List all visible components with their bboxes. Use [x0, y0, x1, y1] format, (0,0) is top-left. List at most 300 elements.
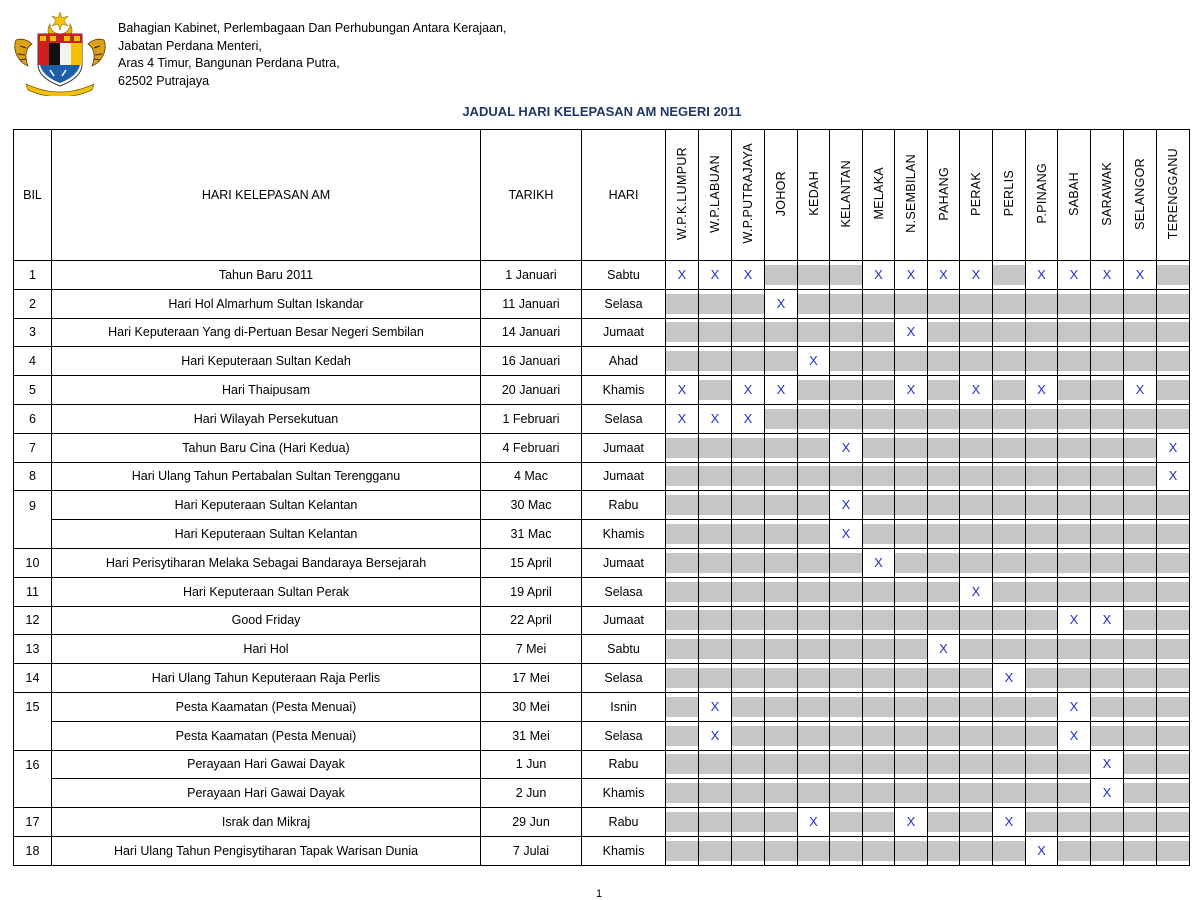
state-holiday-mark — [895, 261, 928, 290]
shaded-cell — [993, 495, 1025, 515]
state-empty-cell — [666, 606, 699, 635]
shaded-cell — [960, 754, 992, 774]
table-header-row — [14, 130, 1190, 261]
state-empty-cell — [699, 548, 732, 577]
shaded-cell — [765, 697, 797, 717]
shaded-cell — [765, 438, 797, 458]
row-number: 14 — [14, 664, 52, 693]
table-row — [14, 462, 1190, 491]
state-empty-cell — [765, 664, 798, 693]
state-empty-cell — [1124, 318, 1157, 347]
shaded-cell — [993, 524, 1025, 544]
state-empty-cell — [1124, 606, 1157, 635]
state-empty-cell — [895, 404, 928, 433]
state-empty-cell — [1124, 721, 1157, 750]
shaded-cell — [699, 668, 731, 688]
state-empty-cell — [699, 577, 732, 606]
shaded-cell — [1124, 322, 1156, 342]
holiday-day: Rabu — [582, 491, 666, 520]
shaded-cell — [732, 841, 764, 861]
state-empty-cell — [732, 836, 765, 865]
table-row — [14, 750, 1190, 779]
state-empty-cell — [1157, 808, 1190, 837]
holiday-mark-x: X — [960, 380, 992, 400]
shaded-cell — [1157, 495, 1189, 515]
shaded-cell — [732, 438, 764, 458]
shaded-cell — [765, 812, 797, 832]
state-empty-cell — [830, 318, 863, 347]
holiday-day: Ahad — [582, 347, 666, 376]
holiday-day: Jumaat — [582, 606, 666, 635]
shaded-cell — [1157, 668, 1189, 688]
state-empty-cell — [666, 750, 699, 779]
state-empty-cell — [993, 606, 1026, 635]
state-empty-cell — [765, 692, 798, 721]
shaded-cell — [960, 726, 992, 746]
state-empty-cell — [928, 779, 960, 808]
state-empty-cell — [1124, 692, 1157, 721]
state-empty-cell — [863, 721, 895, 750]
row-number: 1 — [14, 261, 52, 290]
shaded-cell — [928, 582, 959, 602]
shaded-cell — [895, 466, 927, 486]
state-empty-cell — [960, 721, 993, 750]
holiday-date: 7 Mei — [481, 635, 582, 664]
state-empty-cell — [928, 836, 960, 865]
shaded-cell — [863, 697, 894, 717]
holiday-mark-x: X — [1124, 265, 1156, 285]
holiday-day: Jumaat — [582, 548, 666, 577]
column-header-state — [993, 130, 1026, 261]
state-empty-cell — [830, 404, 863, 433]
state-empty-cell — [863, 520, 895, 549]
shaded-cell — [1026, 812, 1057, 832]
state-empty-cell — [830, 721, 863, 750]
state-empty-cell — [1026, 577, 1058, 606]
state-holiday-mark — [960, 577, 993, 606]
holiday-mark-x: X — [1091, 610, 1123, 630]
state-empty-cell — [1091, 836, 1124, 865]
state-empty-cell — [863, 779, 895, 808]
shaded-cell — [895, 783, 927, 803]
row-number: 7 — [14, 433, 52, 462]
state-empty-cell — [895, 836, 928, 865]
holiday-name: Perayaan Hari Gawai Dayak — [52, 750, 481, 779]
state-label: SARAWAK — [1100, 161, 1114, 226]
state-holiday-mark — [765, 289, 798, 318]
shaded-cell — [928, 524, 959, 544]
state-empty-cell — [960, 462, 993, 491]
table-row — [14, 491, 1190, 520]
holiday-mark-x: X — [1124, 380, 1156, 400]
state-empty-cell — [732, 606, 765, 635]
state-holiday-mark — [765, 376, 798, 405]
shaded-cell — [863, 726, 894, 746]
state-empty-cell — [1124, 548, 1157, 577]
holiday-mark-x: X — [960, 582, 992, 602]
shaded-cell — [993, 639, 1025, 659]
state-holiday-mark — [1026, 261, 1058, 290]
table-row — [14, 721, 1190, 750]
state-empty-cell — [732, 462, 765, 491]
state-holiday-mark — [895, 318, 928, 347]
shaded-cell — [960, 351, 992, 371]
shaded-cell — [798, 466, 829, 486]
state-empty-cell — [765, 404, 798, 433]
column-header-state — [895, 130, 928, 261]
holiday-name: Hari Thaipusam — [52, 376, 481, 405]
holiday-mark-x: X — [895, 322, 927, 342]
state-empty-cell — [798, 577, 830, 606]
state-empty-cell — [699, 664, 732, 693]
holiday-date: 20 Januari — [481, 376, 582, 405]
state-empty-cell — [960, 635, 993, 664]
state-empty-cell — [1026, 635, 1058, 664]
holiday-mark-x: X — [732, 265, 764, 285]
shaded-cell — [1124, 754, 1156, 774]
state-empty-cell — [732, 491, 765, 520]
shaded-cell — [1124, 668, 1156, 688]
holiday-day: Rabu — [582, 808, 666, 837]
holiday-name: Hari Wilayah Persekutuan — [52, 404, 481, 433]
state-label: JOHOR — [774, 170, 788, 217]
state-empty-cell — [928, 376, 960, 405]
state-empty-cell — [1157, 376, 1190, 405]
state-empty-cell — [993, 520, 1026, 549]
shaded-cell — [1026, 582, 1057, 602]
shaded-cell — [863, 438, 894, 458]
state-empty-cell — [732, 577, 765, 606]
table-row — [14, 836, 1190, 865]
state-empty-cell — [1058, 318, 1091, 347]
document-title: JADUAL HARI KELEPASAN AM NEGERI 2011 — [462, 104, 742, 119]
state-empty-cell — [1124, 808, 1157, 837]
state-empty-cell — [863, 692, 895, 721]
state-holiday-mark — [895, 808, 928, 837]
shaded-cell — [830, 265, 862, 285]
state-empty-cell — [830, 261, 863, 290]
state-empty-cell — [960, 289, 993, 318]
shaded-cell — [895, 754, 927, 774]
shaded-cell — [993, 351, 1025, 371]
shaded-cell — [928, 841, 959, 861]
shaded-cell — [830, 668, 862, 688]
state-empty-cell — [765, 491, 798, 520]
shaded-cell — [699, 783, 731, 803]
state-label: SELANGOR — [1133, 157, 1147, 230]
holiday-mark-x: X — [1058, 265, 1090, 285]
shaded-cell — [798, 265, 829, 285]
state-empty-cell — [732, 318, 765, 347]
holiday-mark-x: X — [1026, 841, 1057, 861]
state-empty-cell — [699, 462, 732, 491]
state-empty-cell — [993, 347, 1026, 376]
state-empty-cell — [798, 779, 830, 808]
shaded-cell — [928, 380, 959, 400]
state-empty-cell — [1124, 520, 1157, 549]
state-holiday-mark — [830, 433, 863, 462]
state-empty-cell — [993, 548, 1026, 577]
shaded-cell — [699, 754, 731, 774]
shaded-cell — [960, 438, 992, 458]
shaded-cell — [765, 841, 797, 861]
holiday-day: Jumaat — [582, 318, 666, 347]
state-empty-cell — [960, 548, 993, 577]
address-line: Bahagian Kabinet, Perlembagaan Dan Perhubungan Antara Kerajaan, — [118, 21, 507, 35]
shaded-cell — [863, 668, 894, 688]
shaded-cell — [928, 495, 959, 515]
column-header-state — [765, 130, 798, 261]
state-empty-cell — [895, 462, 928, 491]
state-holiday-mark — [666, 261, 699, 290]
column-header-state — [1124, 130, 1157, 261]
state-empty-cell — [1091, 635, 1124, 664]
holiday-mark-x: X — [732, 409, 764, 429]
state-empty-cell — [1124, 347, 1157, 376]
shaded-cell — [1058, 294, 1090, 314]
shaded-cell — [798, 495, 829, 515]
shaded-cell — [765, 265, 797, 285]
shaded-cell — [732, 610, 764, 630]
holiday-mark-x: X — [895, 812, 927, 832]
shaded-cell — [798, 726, 829, 746]
shaded-cell — [798, 524, 829, 544]
state-empty-cell — [928, 721, 960, 750]
state-empty-cell — [928, 520, 960, 549]
shaded-cell — [960, 409, 992, 429]
state-empty-cell — [1026, 289, 1058, 318]
state-empty-cell — [699, 520, 732, 549]
state-empty-cell — [798, 261, 830, 290]
holiday-date: 30 Mei — [481, 692, 582, 721]
state-empty-cell — [830, 808, 863, 837]
state-empty-cell — [732, 289, 765, 318]
holiday-date: 4 Februari — [481, 433, 582, 462]
shaded-cell — [1026, 322, 1057, 342]
state-empty-cell — [732, 548, 765, 577]
shaded-cell — [765, 322, 797, 342]
state-empty-cell — [699, 376, 732, 405]
row-number: 11 — [14, 577, 52, 606]
state-empty-cell — [1157, 548, 1190, 577]
shaded-cell — [1124, 351, 1156, 371]
shaded-cell — [928, 812, 959, 832]
state-empty-cell — [666, 462, 699, 491]
holiday-day: Jumaat — [582, 462, 666, 491]
shaded-cell — [960, 610, 992, 630]
shaded-cell — [666, 495, 698, 515]
shaded-cell — [895, 553, 927, 573]
shaded-cell — [732, 783, 764, 803]
state-empty-cell — [732, 808, 765, 837]
state-empty-cell — [960, 779, 993, 808]
state-empty-cell — [1157, 404, 1190, 433]
state-empty-cell — [765, 808, 798, 837]
shaded-cell — [699, 553, 731, 573]
row-number — [14, 721, 52, 750]
shaded-cell — [830, 553, 862, 573]
state-empty-cell — [1124, 462, 1157, 491]
state-empty-cell — [1124, 779, 1157, 808]
state-empty-cell — [1058, 462, 1091, 491]
state-holiday-mark — [1026, 376, 1058, 405]
state-empty-cell — [1026, 692, 1058, 721]
column-header-state — [732, 130, 765, 261]
table-row — [14, 433, 1190, 462]
shaded-cell — [895, 639, 927, 659]
state-empty-cell — [1157, 664, 1190, 693]
state-empty-cell — [993, 433, 1026, 462]
state-empty-cell — [1157, 520, 1190, 549]
state-empty-cell — [765, 779, 798, 808]
holiday-day: Khamis — [582, 779, 666, 808]
state-empty-cell — [1091, 808, 1124, 837]
state-holiday-mark — [1058, 721, 1091, 750]
shaded-cell — [666, 582, 698, 602]
row-number: 17 — [14, 808, 52, 837]
state-empty-cell — [1091, 462, 1124, 491]
state-empty-cell — [765, 750, 798, 779]
shaded-cell — [699, 812, 731, 832]
holiday-name: Good Friday — [52, 606, 481, 635]
state-empty-cell — [765, 433, 798, 462]
state-empty-cell — [1026, 462, 1058, 491]
holiday-mark-x: X — [928, 265, 959, 285]
holiday-mark-x: X — [1058, 697, 1090, 717]
state-empty-cell — [1026, 721, 1058, 750]
state-holiday-mark — [993, 664, 1026, 693]
state-empty-cell — [798, 836, 830, 865]
state-empty-cell — [666, 347, 699, 376]
state-empty-cell — [732, 721, 765, 750]
state-holiday-mark — [1058, 692, 1091, 721]
holiday-mark-x: X — [732, 380, 764, 400]
state-label: TERENGGANU — [1166, 147, 1180, 240]
table-row — [14, 577, 1190, 606]
shaded-cell — [1157, 610, 1189, 630]
ministry-address — [118, 20, 506, 90]
shaded-cell — [798, 754, 829, 774]
state-empty-cell — [863, 404, 895, 433]
shaded-cell — [732, 668, 764, 688]
state-empty-cell — [1157, 289, 1190, 318]
shaded-cell — [1026, 524, 1057, 544]
shaded-cell — [1058, 582, 1090, 602]
state-empty-cell — [1157, 836, 1190, 865]
state-empty-cell — [1157, 721, 1190, 750]
holiday-day: Jumaat — [582, 433, 666, 462]
shaded-cell — [666, 726, 698, 746]
row-number: 15 — [14, 692, 52, 721]
row-number: 8 — [14, 462, 52, 491]
state-empty-cell — [830, 664, 863, 693]
shaded-cell — [960, 294, 992, 314]
shaded-cell — [798, 553, 829, 573]
state-holiday-mark — [699, 404, 732, 433]
state-empty-cell — [798, 664, 830, 693]
state-empty-cell — [765, 462, 798, 491]
shaded-cell — [960, 322, 992, 342]
holiday-mark-x: X — [863, 553, 894, 573]
shaded-cell — [928, 409, 959, 429]
state-empty-cell — [863, 318, 895, 347]
shaded-cell — [863, 610, 894, 630]
state-empty-cell — [1058, 779, 1091, 808]
holiday-mark-x: X — [1026, 380, 1057, 400]
holiday-mark-x: X — [1157, 466, 1189, 486]
holiday-name: Hari Perisytiharan Melaka Sebagai Bandaraya Bersejarah — [52, 548, 481, 577]
holiday-mark-x: X — [960, 265, 992, 285]
shaded-cell — [1157, 697, 1189, 717]
state-empty-cell — [928, 491, 960, 520]
state-empty-cell — [798, 692, 830, 721]
state-empty-cell — [699, 433, 732, 462]
shaded-cell — [1058, 841, 1090, 861]
shaded-cell — [699, 351, 731, 371]
state-empty-cell — [895, 577, 928, 606]
state-empty-cell — [732, 520, 765, 549]
holiday-name: Hari Ulang Tahun Keputeraan Raja Perlis — [52, 664, 481, 693]
shaded-cell — [830, 639, 862, 659]
shaded-cell — [863, 639, 894, 659]
state-empty-cell — [1058, 577, 1091, 606]
shaded-cell — [993, 610, 1025, 630]
state-empty-cell — [895, 779, 928, 808]
shaded-cell — [765, 726, 797, 746]
shaded-cell — [993, 754, 1025, 774]
state-empty-cell — [993, 462, 1026, 491]
shaded-cell — [830, 726, 862, 746]
state-empty-cell — [1026, 404, 1058, 433]
state-empty-cell — [993, 376, 1026, 405]
state-empty-cell — [895, 635, 928, 664]
state-empty-cell — [798, 433, 830, 462]
row-number: 10 — [14, 548, 52, 577]
shaded-cell — [732, 726, 764, 746]
shaded-cell — [1124, 553, 1156, 573]
state-empty-cell — [1026, 347, 1058, 376]
holiday-date: 14 Januari — [481, 318, 582, 347]
holiday-date: 2 Jun — [481, 779, 582, 808]
shaded-cell — [1058, 812, 1090, 832]
state-empty-cell — [1091, 548, 1124, 577]
state-empty-cell — [895, 520, 928, 549]
shaded-cell — [863, 783, 894, 803]
shaded-cell — [928, 438, 959, 458]
shaded-cell — [830, 351, 862, 371]
state-holiday-mark — [666, 404, 699, 433]
shaded-cell — [666, 697, 698, 717]
state-empty-cell — [928, 808, 960, 837]
column-header-state — [863, 130, 895, 261]
state-empty-cell — [666, 721, 699, 750]
state-empty-cell — [765, 548, 798, 577]
state-empty-cell — [863, 836, 895, 865]
state-empty-cell — [666, 289, 699, 318]
shaded-cell — [960, 495, 992, 515]
shaded-cell — [960, 668, 992, 688]
state-empty-cell — [1091, 289, 1124, 318]
page-number: 1 — [596, 888, 603, 900]
column-header-state — [666, 130, 699, 261]
holiday-name: Hari Hol Almarhum Sultan Iskandar — [52, 289, 481, 318]
shaded-cell — [993, 322, 1025, 342]
state-empty-cell — [1026, 520, 1058, 549]
shaded-cell — [1157, 524, 1189, 544]
column-header-name: HARI KELEPASAN AM — [52, 130, 481, 261]
shaded-cell — [863, 812, 894, 832]
state-empty-cell — [699, 606, 732, 635]
